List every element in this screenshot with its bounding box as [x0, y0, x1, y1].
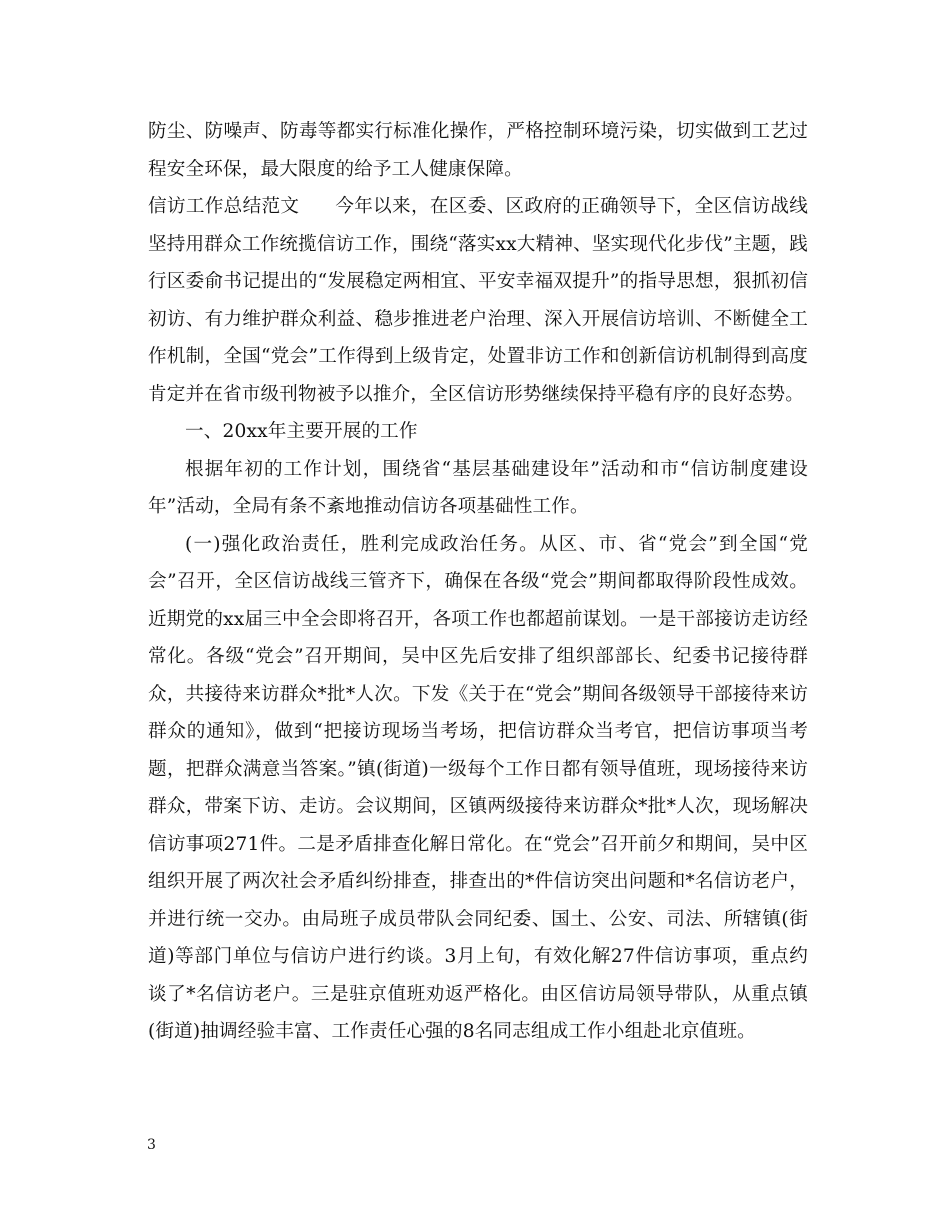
- paragraph-political-task: [148, 526, 808, 1051]
- document-title: 信访工作总结范文: [148, 196, 300, 217]
- section-heading-text: 一、20xx年主要开展的工作: [185, 421, 418, 442]
- paragraph-summary-intro: [148, 188, 808, 413]
- paragraph-text: 今年以来，在区委、区政府的正确领导下，全区信访战线坚持用群众工作统揽信访工作，围绕“落实xx大精神、坚实现代化步伐”主题，践行区委俞书记提出的“发展稳定两相宜、平安幸福双提升”的指导思想，狠抓初信初访、有力维护群众利益、稳步推进老户治理、深入开展信访培训、不断健全工作机制，全国“党会”工作得到上级肯定，处置非访工作和创新信访机制得到高度肯定并在省市级刊物被予以推介，全区信访形势继续保持平稳有序的良好态势。: [148, 196, 808, 405]
- paragraph-continuation: [148, 113, 808, 188]
- document-body: [148, 113, 808, 1051]
- paragraph-text: 根据年初的工作计划，围绕省“基层基础建设年”活动和市“信访制度建设年”活动，全局有条不紊地推动信访各项基础性工作。: [148, 458, 808, 517]
- page-number: 3: [147, 1137, 156, 1153]
- paragraph-text: (一)强化政治责任，胜利完成政治任务。从区、市、省“党会”到全国“党会”召开，全区信访战线三管齐下，确保在各级“党会”期间都取得阶段性成效。近期党的xx届三中全会即将召开，各项工作也都超前谋划。一是干部接访走访经常化。各级“党会”召开期间，吴中区先后安排了组织部部长、纪委书记接待群众，共接待来访群众*批*人次。下发《关于在“党会”期间各级领导干部接待来访群众的通知》，做到“把接访现场当考场，把信访群众当考官，把信访事项当考题，把群众满意当答案。”镇(街道)一级每个工作日都有领导值班，现场接待来访群众，带案下访、走访。会议期间，区镇两级接待来访群众*批*人次，现场解决信访事项271件。二是矛盾排查化解日常化。在“党会”召开前夕和期间，吴中区组织开展了两次社会矛盾纠纷排查，排查出的*件信访突出问题和*名信访老户，并进行统一交办。由局班子成员带队会同纪委、国土、公安、司法、所辖镇(街道)等部门单位与信访户进行约谈。3月上旬，有效化解27件信访事项，重点约谈了*名信访老户。三是驻京值班劝返严格化。由区信访局领导带队，从重点镇(街道)抽调经验丰富、工作责任心强的8名同志组成工作小组赴北京值班。: [148, 533, 808, 1042]
- paragraph-plan: [148, 451, 808, 526]
- paragraph-text: 防尘、防噪声、防毒等都实行标准化操作，严格控制环境污染，切实做到工艺过程安全环保，最大限度的给予工人健康保障。: [148, 121, 808, 180]
- section-heading: [148, 413, 808, 451]
